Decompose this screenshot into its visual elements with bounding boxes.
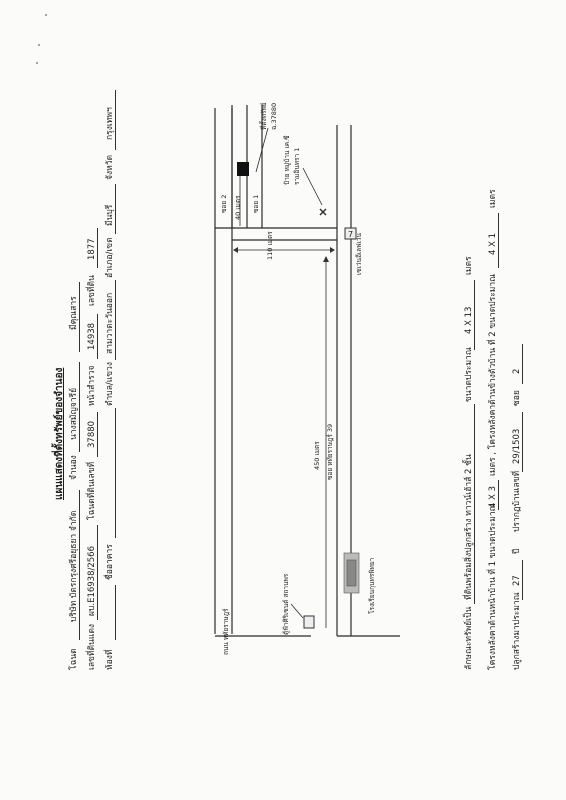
- footer-line1-value: ที่ดินพร้อมสิ่งปลูกสร้าง ทาวน์เฮ้าส์ 2 ชั้น: [464, 454, 474, 600]
- footer-soi-label: ซอย: [512, 390, 522, 406]
- province-value: กรุงเทพฯ: [105, 107, 115, 140]
- survey-value: 14938: [87, 322, 97, 350]
- owner-value3: มีคุณสาร: [69, 296, 79, 330]
- footer-years: 27: [512, 575, 522, 586]
- footer-years-unit: ปี: [512, 548, 522, 554]
- room-label: ห้องที่: [105, 649, 115, 670]
- subdistrict-label: ตำบล/แขวง: [105, 362, 115, 406]
- document-title: แผนแสดงที่ตั้งทรัพย์ของจำนอง: [54, 367, 65, 500]
- deed-no-value: 37880: [87, 420, 97, 448]
- footer-soi: 2: [512, 368, 522, 374]
- footer-line2-text: โครงหลังคาด้านหน้าบ้าน ที่ 1 ขนาดประมาณ: [488, 503, 498, 670]
- owner-value: บริษัท บัตรกรุงศรีอยุธยา จำกัด: [69, 510, 79, 622]
- owner-value2: นางสมัญจารีย์: [69, 387, 79, 440]
- footer-unit: เมตร: [464, 256, 474, 275]
- footer-house-label: ปรากฏบ้านเลขที่: [512, 470, 522, 532]
- soi2-label: ซอย 2: [220, 194, 228, 213]
- footer-house-no: 29/1503: [512, 428, 522, 464]
- subdistrict-value: สามวาตะวันออก: [105, 292, 115, 354]
- building-label: ชื่ออาคาร: [105, 544, 115, 580]
- district-value: มีนบุรี: [105, 204, 115, 226]
- footer-line2-v1: 4 X 3: [488, 485, 498, 508]
- main-road-label: ถนน หทัยราษฎร์: [222, 608, 230, 655]
- dist-110-label: 110 เมตร: [266, 231, 274, 260]
- province-label: จังหวัด: [105, 154, 115, 180]
- survey-label: หน้าสำรวจ: [87, 365, 97, 406]
- svg-text:7: 7: [348, 230, 354, 239]
- footer-size-label: ขนาดประมาณ: [464, 347, 474, 402]
- seven-eleven-label: เซเว่นอีเลฟเว่น: [355, 233, 363, 275]
- dist-450-label: 450 เมตร: [313, 441, 321, 470]
- village-sign-2: รามอินทรา 1: [293, 147, 301, 185]
- school-label: โรงเรียนกุนทรพิทยา: [368, 557, 376, 614]
- police-box-label: ตู้ฟ้าศิริเซนต์ สถานพร: [282, 573, 290, 635]
- deed-value: ผบ.E16938/2566: [87, 546, 97, 616]
- footer-line1-label: ลักษณะทรัพย์เป็น: [464, 606, 474, 670]
- footer-size-value: 4 X 13: [464, 306, 474, 334]
- village-sign-1: ป้าย หมู่บ้าน เค.ซี: [283, 135, 291, 185]
- footer-line2-mid: เมตร , โครงหลังคาด้านข้างตัวบ้าน ที่ 2 ขนาดประมาณ: [488, 273, 498, 476]
- footer-line3-label: ปลูกสร้างมาประมาณ: [512, 592, 522, 670]
- land-no-label: เลขที่ดิน: [87, 275, 97, 306]
- deed-no-label: โฉนดที่ดินเลขที่: [87, 461, 97, 520]
- soi1-label: ซอย 1: [252, 194, 260, 213]
- owner-label: โฉนด: [69, 648, 79, 670]
- soi39-label: ซอย หทัยราษฎร์ 39: [326, 423, 334, 480]
- footer-line2-v2: 4 X 1: [488, 232, 498, 255]
- district-label: อำเภอ/เขต: [105, 237, 115, 278]
- dist-40-label: 40 เมตร: [234, 195, 242, 220]
- footer-line2-unit: เมตร: [488, 189, 498, 208]
- property-label: ที่ตั้งทรัพย์: [260, 102, 268, 130]
- land-no-value: 1877: [87, 238, 97, 260]
- owner-label2: จำนอง: [69, 455, 79, 480]
- property-deed: ฉ.37880: [270, 102, 278, 130]
- deed-label: เลขที่ดินแดง: [87, 623, 97, 670]
